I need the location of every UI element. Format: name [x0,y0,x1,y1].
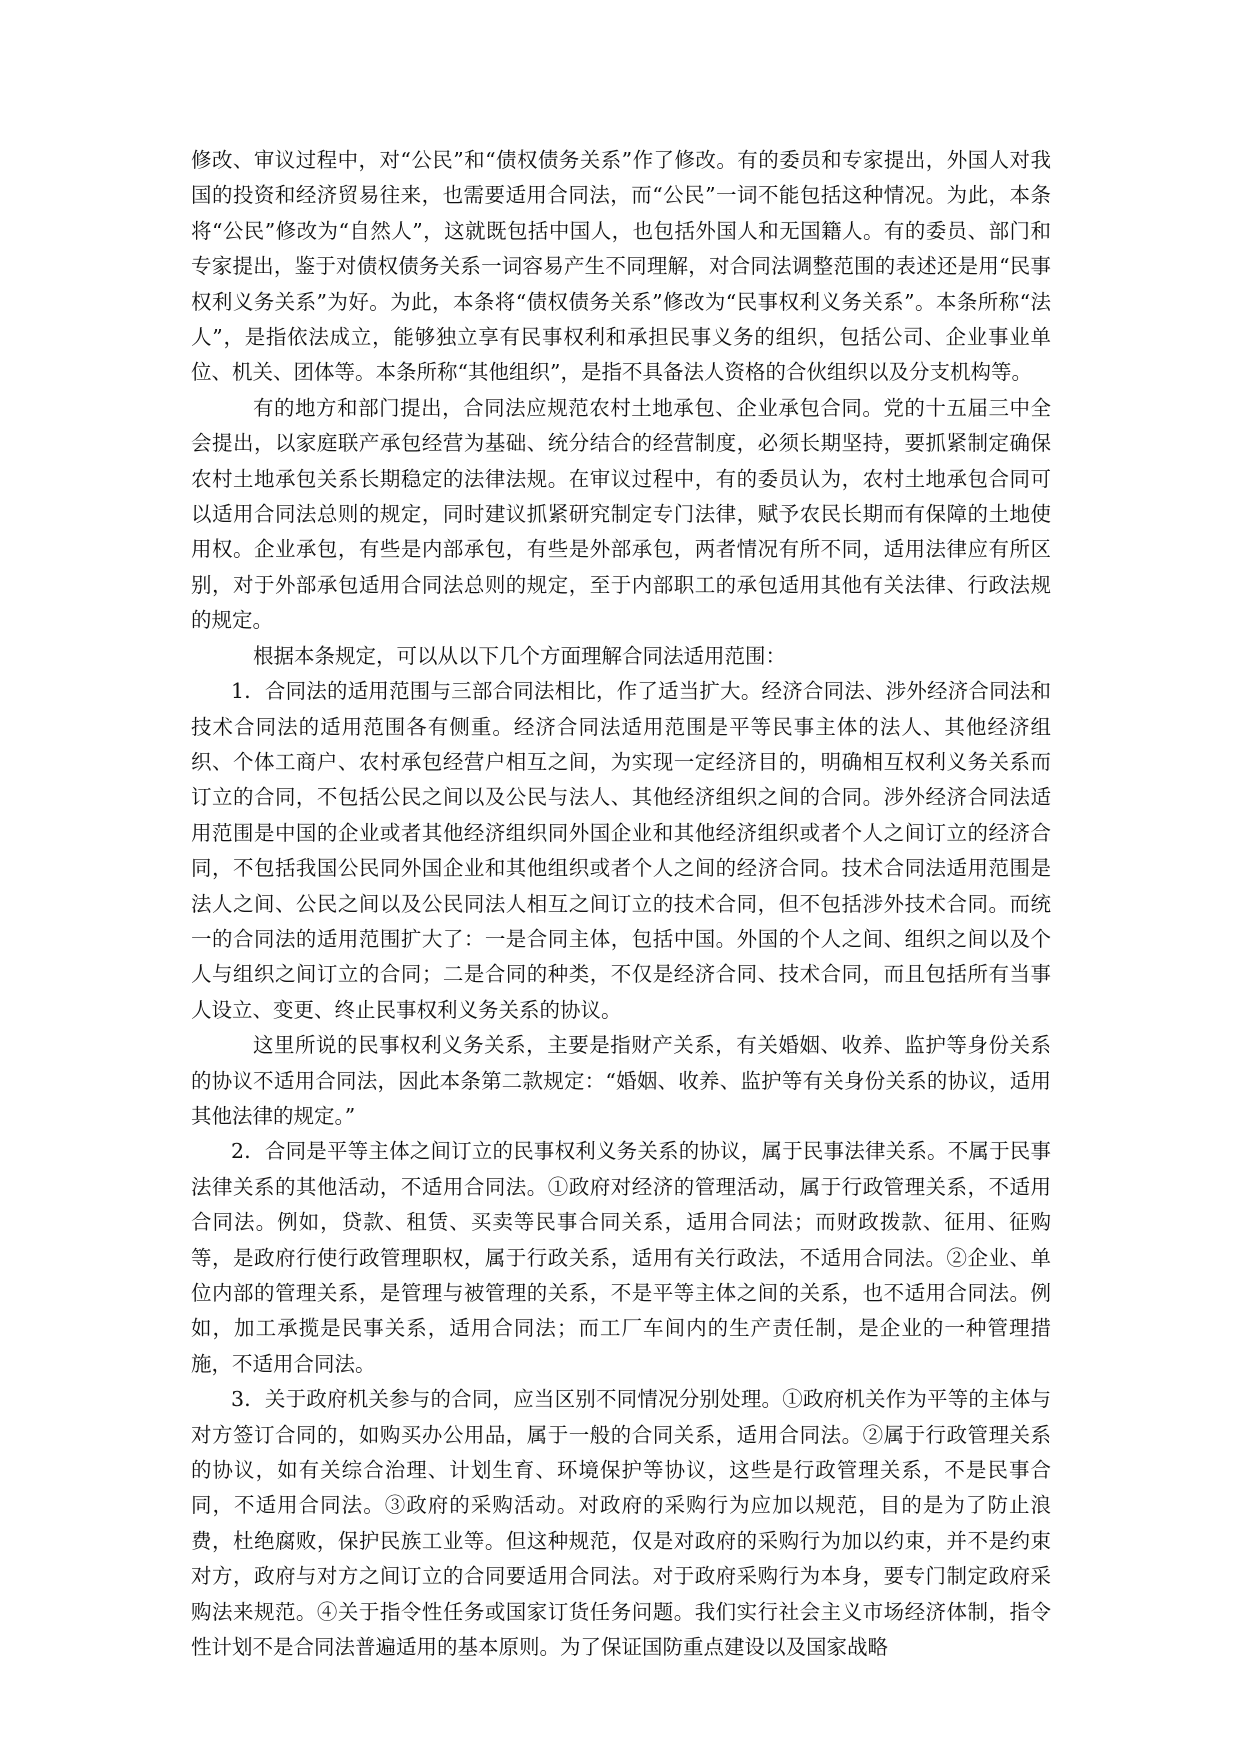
paragraph-3: 根据本条规定，可以从以下几个方面理解合同法适用范围： [253,643,786,668]
paragraph-2: 有的地方和部门提出，合同法应规范农村土地承包、企业承包合同。党的十五届三中全会提出，以家庭联产承包经营为基础、统分结合的经营制度，必须长期坚持，要抓紧制定确保农村土地承包关系长期稳定的法律法规。在审议过程中，有的委员认为，农村土地承包合同可以适用合同法总则的规定，同时建议抓紧研究制定专门法律，赋予农民长期而有保障的土地使用权。企业承包，有些是内部承包，有些是外部承包，两者情况有所不同，适用法律应有所区别，对于外部承包适用合同法总则的规定，至于内部职工的承包适用其他有关法律、行政法规的规定。 [191,395,1051,633]
paragraph-6: 2．合同是平等主体之间订立的民事权利义务关系的协议，属于民事法律关系。不属于民事法律关系的其他活动，不适用合同法。①政府对经济的管理活动，属于行政管理关系，不适用合同法。例如，贷款、租赁、买卖等民事合同关系，适用合同法；而财政拨款、征用、征购等，是政府行使行政管理职权，属于行政关系，适用有关行政法，不适用合同法。②企业、单位内部的管理关系，是管理与被管理的关系，不是平等主体之间的关系，也不适用合同法。例如，加工承揽是民事关系，适用合同法；而工厂车间内的生产责任制，是企业的一种管理措施，不适用合同法。 [191,1139,1051,1376]
paragraph-1: 修改、审议过程中，对“公民”和“债权债务关系”作了修改。有的委员和专家提出，外国人对我国的投资和经济贸易往来，也需要适用合同法，而“公民”一词不能包括这种情况。为此，本条将“公民”修改为“自然人”，这就既包括中国人，也包括外国人和无国籍人。有的委员、部门和专家提出，鉴于对债权债务关系一词容易产生不同理解，对合同法调整范围的表述还是用“民事权利义务关系”为好。为此，本条将“债权债务关系”修改为“民事权利义务关系”。本条所称“法人”，是指依法成立，能够独立享有民事权利和承担民事义务的组织，包括公司、企业事业单位、机关、团体等。本条所称“其他组织”，是指不具备法人资格的合伙组织以及分支机构等。 [191,148,1051,385]
paragraph-7: 3．关于政府机关参与的合同，应当区别不同情况分别处理。①政府机关作为平等的主体与对方签订合同的，如购买办公用品，属于一般的合同关系，适用合同法。②属于行政管理关系的协议，如有关综合治理、计划生育、环境保护等协议，这些是行政管理关系，不是民事合同，不适用合同法。③政府的采购活动。对政府的采购行为应加以规范，目的是为了防止浪费，杜绝腐败，保护民族工业等。但这种规范，仅是对政府的采购行为加以约束，并不是约束对方，政府与对方之间订立的合同要适用合同法。对于政府采购行为本身，要专门制定政府采购法来规范。④关于指令性任务或国家订货任务问题。我们实行社会主义市场经济体制，指令性计划不是合同法普遍适用的基本原则。为了保证国防重点建设以及国家战略 [191,1387,1051,1660]
paragraph-5: 这里所说的民事权利义务关系，主要是指财产关系，有关婚姻、收养、监护等身份关系的协议不适用合同法，因此本条第二款规定：“婚姻、收养、监护等有关身份关系的协议，适用其他法律的规定。” [191,1033,1051,1128]
document-page [191,143,1051,1665]
paragraph-4: 1．合同法的适用范围与三部合同法相比，作了适当扩大。经济合同法、涉外经济合同法和技术合同法的适用范围各有侧重。经济合同法适用范围是平等民事主体的法人、其他经济组织、个体工商户、农村承包经营户相互之间，为实现一定经济目的，明确相互权利义务关系而订立的合同，不包括公民之间以及公民与法人、其他经济组织之间的合同。涉外经济合同法适用范围是中国的企业或者其他经济组织同外国企业和其他经济组织或者个人之间订立的经济合同，不包括我国公民同外国企业和其他组织或者个人之间的经济合同。技术合同法适用范围是法人之间、公民之间以及公民同法人相互之间订立的技术合同，但不包括涉外技术合同。而统一的合同法的适用范围扩大了：一是合同主体，包括中国。外国的个人之间、组织之间以及个人与组织之间订立的合同；二是合同的种类，不仅是经济合同、技术合同，而且包括所有当事人设立、变更、终止民事权利义务关系的协议。 [191,679,1051,1022]
